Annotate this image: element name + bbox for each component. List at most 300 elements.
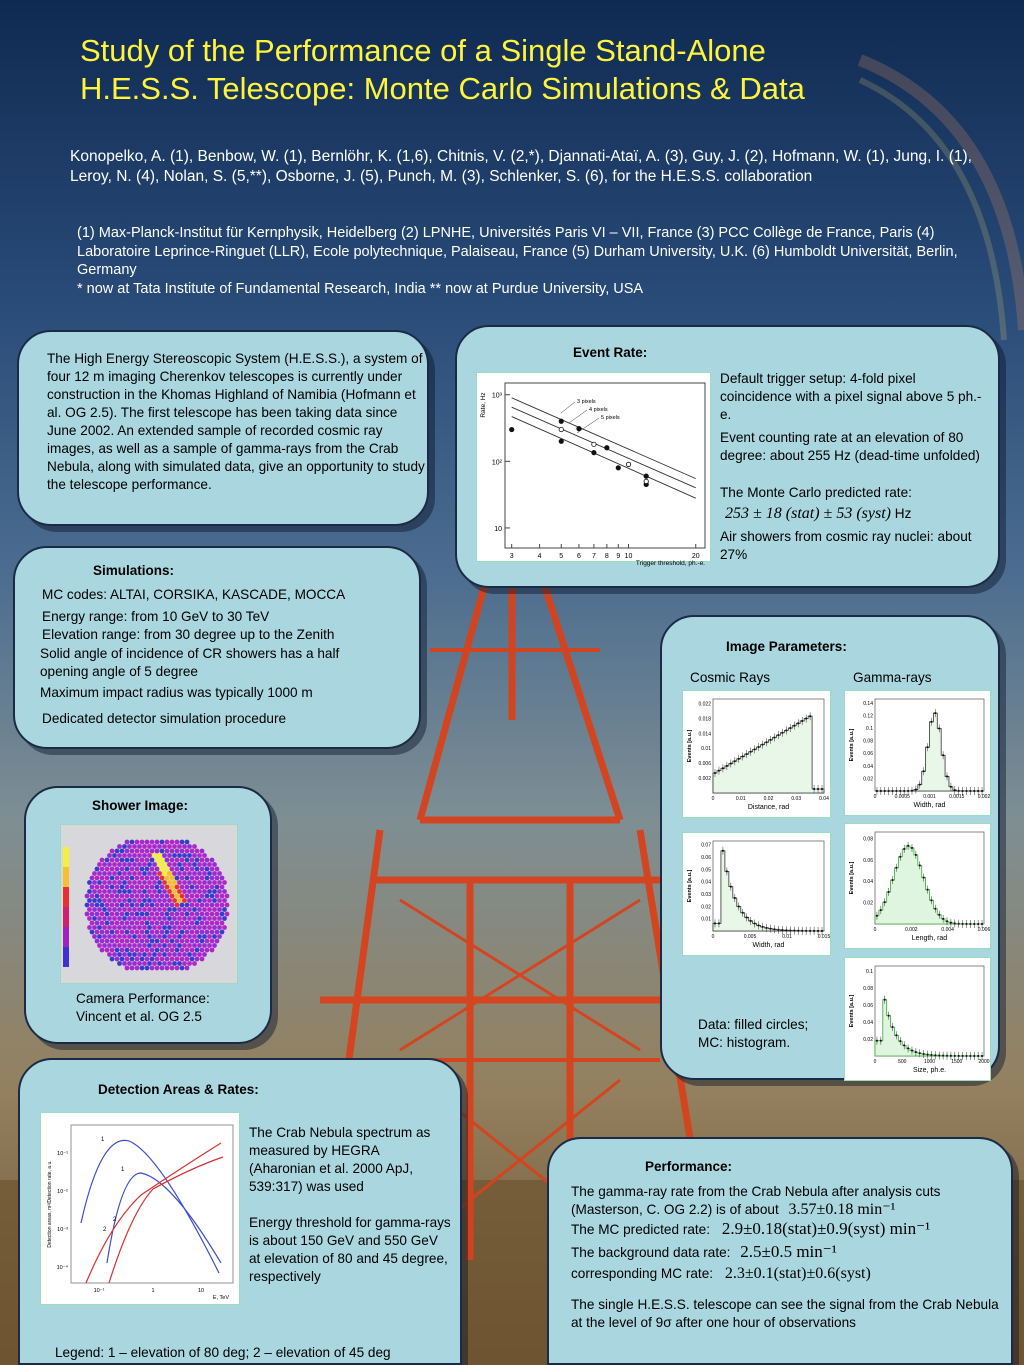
hist-data-point: [789, 727, 791, 729]
camera-pixel: [152, 943, 157, 948]
camera-pixel: [102, 907, 107, 912]
camera-pixel: [87, 889, 92, 894]
camera-pixel: [190, 885, 195, 890]
plot-frame: [71, 1125, 233, 1283]
camera-pixel: [135, 903, 140, 908]
camera-pixel: [130, 966, 135, 971]
col-gamma-rays: Gamma-rays: [853, 670, 932, 685]
camera-pixel: [192, 907, 197, 912]
camera-pixel: [122, 880, 127, 885]
x-tick-label: 3: [509, 553, 514, 560]
camera-pixel: [107, 925, 112, 930]
camera-pixel: [110, 885, 115, 890]
camera-pixel: [120, 957, 125, 962]
x-tick-label: 10: [624, 553, 633, 560]
hist-x-tick: 0: [873, 1059, 877, 1065]
camera-pixel: [107, 907, 112, 912]
camera-pixel: [105, 885, 110, 890]
rainbow-arc-inner: [860, 80, 1004, 340]
camera-pixel: [167, 844, 172, 849]
hist-x-tick: 0.0005: [894, 794, 910, 800]
camera-pixel: [215, 885, 220, 890]
camera-pixel: [150, 957, 155, 962]
camera-pixel: [210, 948, 215, 953]
camera-pixel: [197, 889, 202, 894]
hist-data-point: [884, 999, 886, 1001]
camera-pixel: [170, 903, 175, 908]
camera-pixel: [175, 939, 180, 944]
camera-pixel: [192, 862, 197, 867]
camera-pixel: [180, 903, 185, 908]
x-axis-label: E, TeV: [212, 1295, 229, 1301]
hist-y-tick: 0.04: [701, 879, 711, 886]
hist-data-point: [954, 922, 956, 924]
camera-pixel: [137, 961, 142, 966]
camera-pixel: [122, 925, 127, 930]
camera-pixel: [175, 930, 180, 935]
camera-pixel: [192, 853, 197, 858]
camera-pixel: [130, 957, 135, 962]
camera-pixel: [130, 921, 135, 926]
camera-pixel: [222, 916, 227, 921]
hist-data-point: [977, 923, 979, 925]
camera-pixel: [145, 939, 150, 944]
hist-y-tick: 0.06: [863, 857, 873, 864]
camera-pixel: [112, 853, 117, 858]
camera-pixel: [135, 885, 140, 890]
hist-gamma-length: [845, 824, 992, 950]
camera-pixel: [147, 934, 152, 939]
camera-pixel: [105, 930, 110, 935]
camera-pixel: [125, 858, 130, 863]
hist-data-point: [778, 929, 780, 931]
camera-pixel: [197, 862, 202, 867]
hist-x-label: Width, rad: [752, 942, 785, 949]
color-scale-bar: [63, 887, 69, 907]
curve-label: 2: [113, 1217, 117, 1223]
shower-image-panel: [24, 786, 272, 1044]
camera-pixel: [162, 925, 167, 930]
hist-data-point: [973, 923, 975, 925]
hist-data-point: [942, 754, 944, 756]
hist-y-tick: 0.06: [863, 1003, 873, 1010]
camera-pixel: [165, 894, 170, 899]
camera-pixel: [125, 849, 130, 854]
camera-pixel: [145, 885, 150, 890]
hist-data-point: [911, 790, 913, 792]
camera-pixel: [112, 925, 117, 930]
camera-pixel: [160, 840, 165, 845]
hist-x-tick: 0.005: [743, 934, 757, 940]
camera-pixel: [167, 943, 172, 948]
camera-pixel: [205, 903, 210, 908]
hist-data-point: [746, 917, 748, 919]
camera-pixel: [182, 961, 187, 966]
hist-data-point: [876, 1040, 878, 1042]
hist-data-point: [785, 730, 787, 732]
camera-pixel: [210, 885, 215, 890]
camera-pixel: [95, 876, 100, 881]
camera-pixel: [140, 858, 145, 863]
fit-line: [512, 417, 696, 499]
camera-pixel: [152, 907, 157, 912]
camera-pixel: [152, 844, 157, 849]
camera-pixel: [172, 871, 177, 876]
camera-pixel: [100, 903, 105, 908]
camera-pixel: [200, 948, 205, 953]
hist-data-point: [722, 850, 724, 852]
camera-pixel: [160, 867, 165, 872]
camera-pixel: [160, 885, 165, 890]
camera-pixel: [127, 880, 132, 885]
camera-pixel: [132, 952, 137, 957]
camera-pixel: [122, 853, 127, 858]
hist-data-point: [766, 741, 768, 743]
camera-pixel: [192, 880, 197, 885]
camera-pixel: [155, 894, 160, 899]
hist-data-point: [770, 928, 772, 930]
camera-pixel: [127, 916, 132, 921]
camera-pixel: [125, 903, 130, 908]
camera-pixel: [142, 925, 147, 930]
camera-pixel: [187, 898, 192, 903]
camera-pixel: [162, 934, 167, 939]
image-params-note-1: Data: filled circles;: [698, 1017, 809, 1032]
camera-pixel: [182, 844, 187, 849]
camera-pixel: [157, 907, 162, 912]
camera-pixel: [170, 948, 175, 953]
image-parameters-panel: [660, 615, 1000, 1080]
hist-data-point: [896, 790, 898, 792]
camera-pixel: [195, 939, 200, 944]
hist-data-point: [962, 923, 964, 925]
event-rate-formula-unit: Hz: [894, 506, 912, 521]
camera-pixel: [152, 871, 157, 876]
event-rate-text-2: Event counting rate at an elevation of 80 degree: about 255 Hz (dead-time unfolded): [720, 430, 980, 463]
camera-pixel: [192, 871, 197, 876]
camera-pixel: [145, 921, 150, 926]
camera-pixel: [175, 876, 180, 881]
hist-data-point: [903, 1044, 905, 1046]
camera-pixel: [110, 849, 115, 854]
camera-pixel: [177, 871, 182, 876]
hist-data-point: [973, 1055, 975, 1057]
series-label-leader: [561, 402, 575, 413]
camera-pixel: [195, 894, 200, 899]
hist-data-point: [730, 763, 732, 765]
hist-x-tick: 1000: [923, 1059, 936, 1065]
camera-pixel: [172, 952, 177, 957]
camera-pixel: [167, 925, 172, 930]
camera-pixel: [167, 907, 172, 912]
hist-data-point: [750, 920, 752, 922]
camera-pixel: [90, 930, 95, 935]
camera-pixel: [217, 871, 222, 876]
hist-data-point: [899, 790, 901, 792]
camera-pixel: [105, 948, 110, 953]
camera-pixel: [202, 943, 207, 948]
camera-pixel: [100, 876, 105, 881]
camera-pixel: [150, 930, 155, 935]
hist-data-point: [907, 1047, 909, 1049]
hist-gamma-size: [845, 958, 992, 1082]
camera-pixel: [105, 894, 110, 899]
camera-pixel: [125, 948, 130, 953]
hist-data-point: [915, 1051, 917, 1053]
camera-pixel: [127, 907, 132, 912]
hist-x-tick: 1500: [951, 1059, 963, 1065]
hist-x-label: Length, rad: [911, 935, 948, 942]
camera-pixel: [140, 849, 145, 854]
camera-pixel: [142, 961, 147, 966]
curve-label: 1: [101, 1137, 105, 1143]
hist-data-point: [966, 923, 968, 925]
camera-pixel: [140, 921, 145, 926]
camera-pixel: [190, 894, 195, 899]
camera-pixel: [162, 853, 167, 858]
camera-pixel: [132, 934, 137, 939]
perf-formula-1: 3.57±0.18 min⁻¹: [788, 1201, 896, 1218]
camera-pixel: [115, 867, 120, 872]
camera-pixel: [120, 939, 125, 944]
camera-pixel: [160, 894, 165, 899]
hist-data-point: [888, 790, 890, 792]
camera-pixel: [175, 858, 180, 863]
camera-pixel: [90, 903, 95, 908]
camera-pixel: [165, 876, 170, 881]
hist-data-point: [892, 1026, 894, 1028]
camera-pixel: [120, 948, 125, 953]
camera-pixel: [147, 907, 152, 912]
camera-pixel: [102, 916, 107, 921]
camera-pixel: [90, 921, 95, 926]
camera-pixel: [187, 943, 192, 948]
camera-pixel: [172, 943, 177, 948]
data-point: [509, 427, 513, 431]
affiliation-notes: * now at Tata Institute of Fundamental Research, India ** now at Purdue University, USA: [77, 280, 644, 297]
camera-pixel: [102, 898, 107, 903]
camera-pixel: [187, 925, 192, 930]
hist-y-tick: 0.07: [701, 842, 711, 849]
hist-x-tick: 0.002: [905, 927, 918, 933]
camera-pixel: [145, 894, 150, 899]
performance-line-1: [571, 1183, 1003, 1219]
hist-x-tick: 500: [898, 1059, 907, 1065]
data-point: [644, 479, 648, 483]
hist-data-point: [915, 789, 917, 791]
hist-data-point: [809, 715, 811, 717]
hist-data-point: [742, 912, 744, 914]
camera-pixel: [185, 948, 190, 953]
camera-pixel: [210, 930, 215, 935]
camera-pixel: [207, 925, 212, 930]
y-tick-label: 10: [494, 525, 502, 533]
camera-pixel: [177, 952, 182, 957]
camera-pixel: [175, 894, 180, 899]
camera-pixel: [165, 921, 170, 926]
camera-pixel: [135, 849, 140, 854]
hist-data-point: [962, 1055, 964, 1057]
camera-pixel: [132, 871, 137, 876]
camera-pixel: [150, 858, 155, 863]
camera-pixel: [170, 885, 175, 890]
hist-mc: [713, 851, 824, 931]
hist-y-tick: 0.02: [863, 900, 873, 907]
camera-pixel: [105, 939, 110, 944]
curve-label: 1: [121, 1167, 125, 1173]
camera-pixel: [162, 961, 167, 966]
camera-pixel: [175, 903, 180, 908]
hist-data-point: [954, 789, 956, 791]
performance-heading: Performance:: [645, 1159, 733, 1174]
camera-pixel: [122, 907, 127, 912]
camera-pixel: [107, 916, 112, 921]
perf-line2-text: The MC predicted rate:: [571, 1222, 711, 1237]
camera-pixel: [170, 957, 175, 962]
affiliations: [77, 224, 977, 298]
camera-pixel: [135, 966, 140, 971]
camera-pixel: [142, 952, 147, 957]
hist-data-point: [884, 901, 886, 903]
data-point: [577, 426, 581, 430]
camera-pixel: [180, 930, 185, 935]
camera-pixel: [122, 844, 127, 849]
camera-pixel: [207, 889, 212, 894]
event-rate-formula-row: [725, 505, 987, 523]
hist-data-point: [981, 790, 983, 792]
hist-y-label: Events [a.u.]: [687, 869, 693, 903]
x-tick-label: 6: [576, 553, 581, 560]
camera-pixel: [147, 943, 152, 948]
camera-pixel: [130, 894, 135, 899]
hist-data-point: [973, 790, 975, 792]
camera-pixel: [135, 939, 140, 944]
camera-pixel: [210, 876, 215, 881]
event-rate-formula: 253 ± 18 (stat) ± 53 (syst): [725, 505, 891, 522]
camera-pixel: [200, 957, 205, 962]
perf-formula-2: 2.9±0.18(stat)±0.9(syst) min⁻¹: [721, 1219, 931, 1238]
camera-pixel: [167, 871, 172, 876]
hist-data-point: [762, 744, 764, 746]
camera-pixel: [185, 858, 190, 863]
camera-pixel: [137, 871, 142, 876]
camera-pixel: [162, 889, 167, 894]
camera-pixel: [95, 894, 100, 899]
camera-pixel: [122, 952, 127, 957]
hist-data-point: [981, 923, 983, 925]
camera-pixel: [155, 903, 160, 908]
camera-pixel: [142, 880, 147, 885]
camera-pixel: [222, 889, 227, 894]
camera-pixel: [102, 862, 107, 867]
camera-pixel: [115, 957, 120, 962]
hist-data-point: [950, 922, 952, 924]
camera-pixel: [180, 939, 185, 944]
camera-pixel: [145, 957, 150, 962]
hist-data-point: [714, 922, 716, 924]
hist-data-point: [969, 1055, 971, 1057]
camera-pixel: [212, 943, 217, 948]
camera-pixel: [182, 871, 187, 876]
camera-pixel: [190, 930, 195, 935]
y-tick-label: 10³: [491, 392, 502, 400]
x-tick-label: 10⁻¹: [93, 1288, 105, 1294]
hist-data-point: [899, 1040, 901, 1042]
camera-pixel: [97, 934, 102, 939]
hist-data-point: [958, 923, 960, 925]
camera-pixel: [105, 876, 110, 881]
camera-pixel: [150, 840, 155, 845]
camera-pixel: [112, 943, 117, 948]
camera-pixel: [202, 871, 207, 876]
hist-data-point: [880, 1040, 882, 1042]
detection-text-1: The Crab Nebula spectrum as measured by HEGRA (Aharonian et al. 2000 ApJ, 539:317) was used: [249, 1125, 431, 1194]
camera-pixel: [210, 912, 215, 917]
camera-pixel: [117, 925, 122, 930]
color-scale-bar: [63, 907, 69, 927]
camera-pixel: [100, 867, 105, 872]
camera-pixel: [172, 961, 177, 966]
camera-pixel: [205, 939, 210, 944]
camera-pixel: [132, 943, 137, 948]
camera-pixel: [135, 858, 140, 863]
camera-pixel: [212, 871, 217, 876]
hist-y-tick: 0.08: [863, 836, 873, 843]
hist-data-point: [821, 788, 823, 790]
x-tick-label: 4: [537, 553, 542, 560]
hist-data-point: [892, 879, 894, 881]
camera-pixel: [137, 943, 142, 948]
camera-pixel: [92, 880, 97, 885]
hist-x-tick: 0.0015: [949, 794, 965, 800]
camera-pixel: [142, 871, 147, 876]
camera-pixel: [187, 844, 192, 849]
camera-pixel: [160, 948, 165, 953]
camera-pixel: [182, 889, 187, 894]
camera-pixel: [197, 943, 202, 948]
camera-pixel: [107, 943, 112, 948]
y-tick-label: 10⁻²: [57, 1189, 68, 1195]
hist-y-tick: 0.022: [698, 701, 711, 708]
sim-line-2: Elevation range: from 30 degree up to the Zenith: [42, 627, 335, 642]
plot-g-size: [844, 957, 991, 1081]
camera-pixel: [132, 880, 137, 885]
camera-pixel: [177, 907, 182, 912]
camera-pixel: [140, 876, 145, 881]
camera-pixel: [127, 889, 132, 894]
camera-pixel: [207, 916, 212, 921]
hist-y-tick: 0.04: [863, 1020, 873, 1027]
camera-pixel: [117, 952, 122, 957]
hist-data-point: [750, 751, 752, 753]
hist-y-tick: 0.01: [701, 916, 711, 923]
hist-data-point: [907, 790, 909, 792]
hist-data-point: [966, 790, 968, 792]
hist-x-tick: 0: [711, 934, 715, 940]
camera-pixel: [162, 943, 167, 948]
camera-pixel: [97, 862, 102, 867]
hist-y-tick: 0.05: [701, 867, 711, 874]
camera-pixel: [125, 921, 130, 926]
camera-pixel: [185, 939, 190, 944]
camera-pixel: [157, 961, 162, 966]
hist-data-point: [758, 746, 760, 748]
color-scale-bar: [63, 947, 69, 967]
camera-pixel: [165, 840, 170, 845]
hist-data-point: [927, 1054, 929, 1056]
camera-pixel: [150, 867, 155, 872]
camera-pixel: [185, 930, 190, 935]
